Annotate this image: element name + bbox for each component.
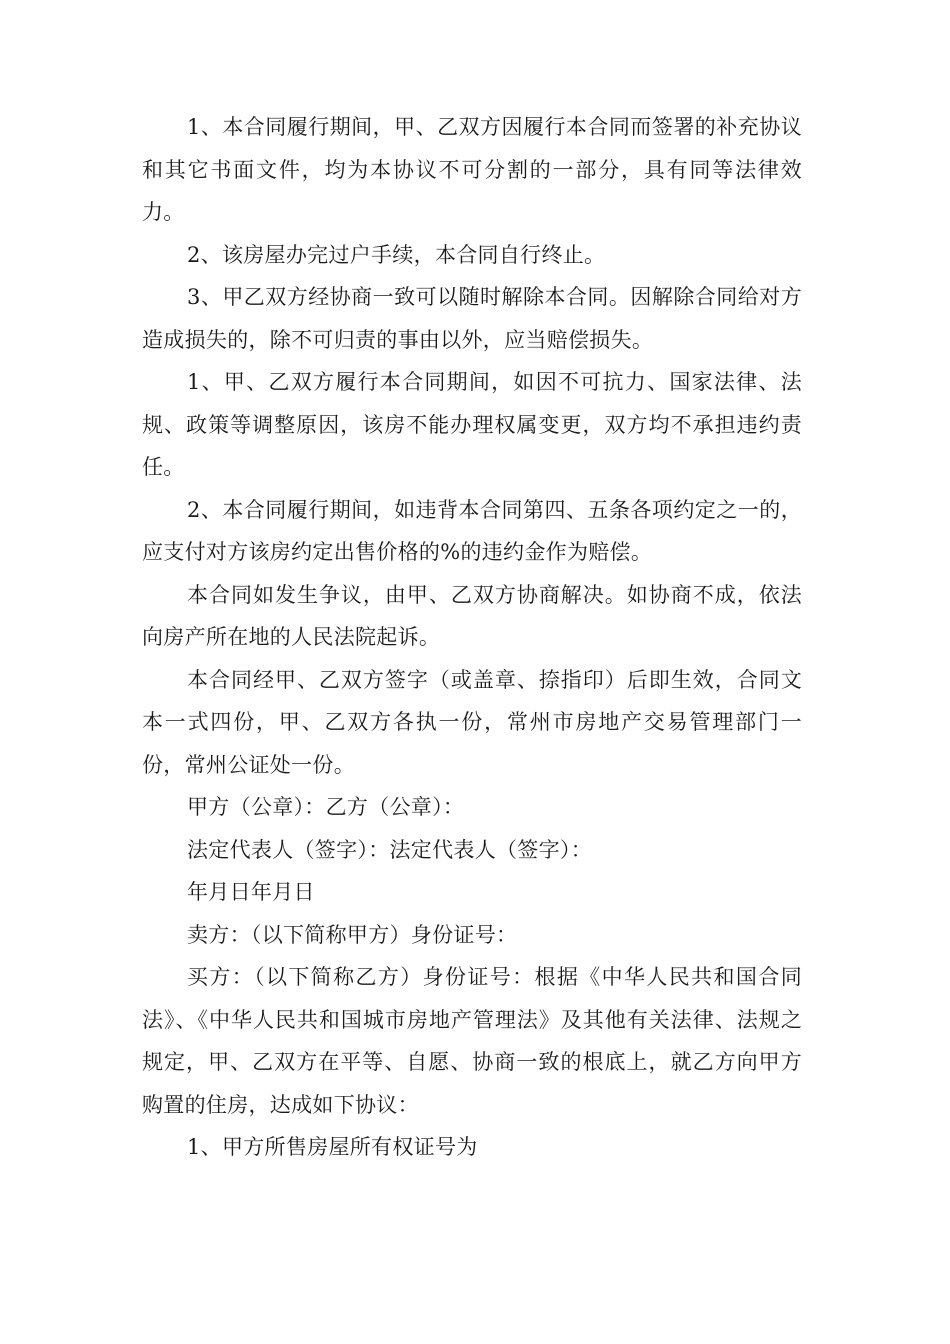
paragraph-buyer-id-preamble: 买方：（以下简称乙方）身份证号：根据《中华人民共和国合同法》、《中华人民共和国城市房地产管理法》及其他有关法律、法规之规定，甲、乙双方在平等、自愿、协商一致的根底上，就乙方向甲方购置的住房，达成如下协议：: [142, 965, 802, 1117]
paragraph-dispute-resolution: 本合同如发生争议，由甲、乙双方协商解决。如协商不成，依法向房产所在地的人民法院起诉。: [142, 582, 802, 649]
paragraph-contract-termination: 2、该房屋办完过户手续，本合同自行终止。: [187, 242, 606, 267]
document-body: [142, 106, 802, 1169]
paragraph-breach-penalty: 2、本合同履行期间，如违背本合同第四、五条各项约定之一的，应支付对方该房约定出售价格的%的违约金作为赔偿。: [142, 497, 802, 564]
paragraph-signing-dates: 年月日年月日: [187, 880, 315, 904]
paragraph-legal-representatives: 法定代表人（签字）：法定代表人（签字）：: [187, 837, 592, 862]
paragraph-seller-id: 卖方：（以下简称甲方）身份证号：: [187, 922, 518, 947]
paragraph-party-seals: 甲方（公章）：乙方（公章）：: [187, 795, 465, 819]
paragraph-mutual-rescission: 3、甲乙双方经协商一致可以随时解除本合同。因解除合同给对方造成损失的，除不可归责的事由以外，应当赔偿损失。: [142, 285, 802, 352]
paragraph-supplementary-agreements: 1、本合同履行期间，甲、乙双方因履行本合同而签署的补充协议和其它书面文件，均为本协议不可分割的一部分，具有同等法律效力。: [142, 115, 802, 224]
paragraph-force-majeure: 1、甲、乙双方履行本合同期间，如因不可抗力、国家法律、法规、政策等调整原因，该房不能办理权属变更，双方均不承担违约责任。: [142, 370, 802, 479]
paragraph-effectiveness-copies: 本合同经甲、乙双方签字（或盖章、捺指印）后即生效，合同文本一式四份，甲、乙双方各执一份，常州市房地产交易管理部门一份，常州公证处一份。: [142, 667, 802, 777]
paragraph-ownership-certificate: 1、甲方所售房屋所有权证号为: [187, 1135, 478, 1159]
